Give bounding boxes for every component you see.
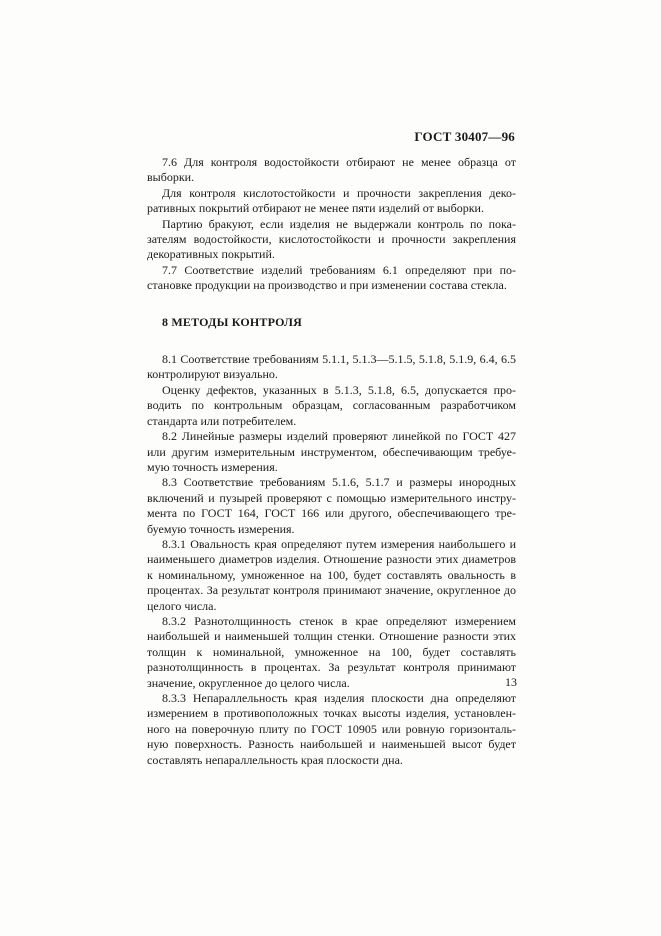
paragraph-7-6-acid: Для контроля кислотостойкости и прочности закрепления декоративных покрытий отбирают не менее пяти изделий от выборки. <box>147 185 516 216</box>
paragraph-8-3-3: 8.3.3 Непараллельность края изделия плоскости дна определяют измерением в противоположных точках высоты изделия, установленного на поверочную плиту по ГОСТ 10905 или ровную горизонтальную поверхность. Разность наибольшей и наименьшей высот будет составлять непараллельность края плоскости дна. <box>147 691 516 767</box>
page-number: 13 <box>505 675 517 689</box>
section-heading: 8 МЕТОДЫ КОНТРОЛЯ <box>162 314 303 329</box>
paragraph-7-6: 7.6 Для контроля водостойкости отбирают не менее образца от выборки. <box>147 155 516 185</box>
paragraph-8-3-1: 8.3.1 Овальность края определяют путем измерения наибольшего и наименьшего диаметров изделия. Отношение разности этих диаметров к номинальному, умноженное на 100, будет составлять овальность в процентах. За результат контроля принимают значение, округленное до целого числа. <box>147 536 516 613</box>
paragraph-8-1-defects: Оценку дефектов, указанных в 5.1.3, 5.1.8, 6.5, допускается проводить по контрольным образцам, согласованным разработчиком стандарта или потребителем. <box>147 382 516 428</box>
page-body <box>147 155 516 768</box>
paragraph-8-2: 8.2 Линейные размеры изделий проверяют линейкой по ГОСТ 427 или другим измерительным инструментом, обеспечивающим требуемую точность измерения. <box>147 429 516 474</box>
paragraph-7-7: 7.7 Соответствие изделий требованиям 6.1 определяют при постановке продукции на производство и при изменении состава стекла. <box>147 262 516 293</box>
standard-header: ГОСТ 30407—96 <box>414 129 515 144</box>
paragraph-8-3-2: 8.3.2 Разнотолщинность стенок в крае определяют измерением наибольшей и наименьшей толщин стенки. Отношение разности этих толщин к номинальной, умноженное на 100, будет составлять разнотолщинность в процентах. За результат контроля принимают значение, округленное до целого числа. <box>147 613 516 690</box>
paragraph-8-3: 8.3 Соответствие требованиям 5.1.6, 5.1.7 и размеры инородных включений и пузырей проверяют с помощью измерительного инструмента по ГОСТ 164, ГОСТ 166 или другого, обеспечивающего требуемую точность измерения. <box>147 475 516 536</box>
paragraph-8-1: 8.1 Соответствие требованиям 5.1.1, 5.1.3—5.1.5, 5.1.8, 5.1.9, 6.4, 6.5 контролируют визуально. <box>147 352 516 382</box>
paragraph-7-6-reject: Партию бракуют, если изделия не выдержали контроль по показателям водостойкости, кислотостойкости и прочности закрепления декоративных покрытий. <box>147 216 516 262</box>
